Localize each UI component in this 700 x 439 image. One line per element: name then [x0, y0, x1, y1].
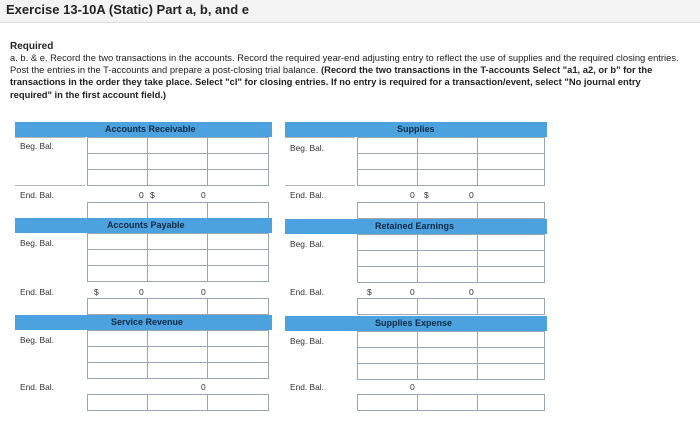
- debit-amount-input[interactable]: [147, 169, 209, 186]
- debit-input[interactable]: [87, 233, 149, 250]
- credit-input[interactable]: [477, 298, 545, 315]
- instructions-text: a. b. & e. Record the two transactions in the accounts. Record the required year-end adjusting entry to reflect the use of supplies and the required closing entries. Post the entries in the T-accounts and prepare a post-closing trial balance.: [10, 52, 679, 76]
- end-bal-label: End. Bal.: [20, 287, 54, 297]
- total-debit: 0: [410, 190, 415, 200]
- debit-amount-input[interactable]: [147, 330, 209, 347]
- credit-input[interactable]: [477, 266, 545, 283]
- end-bal-label: End. Bal.: [20, 382, 54, 392]
- credit-input[interactable]: [207, 346, 269, 363]
- account-title: Service Revenue: [111, 317, 184, 327]
- debit-input[interactable]: [87, 346, 149, 363]
- credit-input[interactable]: [207, 362, 269, 379]
- debit-amount-input[interactable]: [147, 346, 209, 363]
- credit-input[interactable]: [477, 153, 545, 170]
- debit-amount-input[interactable]: [417, 137, 479, 154]
- beg-bal-label: Beg. Bal.: [20, 141, 54, 151]
- debit-amount-input[interactable]: [147, 249, 209, 266]
- beg-bal-label: Beg. Bal.: [290, 336, 324, 346]
- debit-amount-input[interactable]: [147, 202, 209, 219]
- debit-input[interactable]: [87, 298, 149, 315]
- beg-bal-label: Beg. Bal.: [290, 143, 324, 153]
- debit-input[interactable]: [357, 137, 419, 154]
- debit-input[interactable]: [87, 137, 149, 154]
- end-bal-label: End. Bal.: [20, 190, 54, 200]
- account-header: [285, 316, 547, 331]
- debit-input[interactable]: [357, 234, 419, 251]
- instructions-bold: (Record the two transactions in the T-accounts Select "a1, a2, or b" for the transactions in the order they take place. Select "cl" for closing entries. If no entry is required for a transaction/event, select "No journal entry required" in the first account field.): [10, 64, 653, 100]
- debit-amount-input[interactable]: [417, 394, 479, 411]
- debit-input[interactable]: [357, 394, 419, 411]
- debit-input[interactable]: [87, 394, 149, 411]
- instructions: [10, 52, 680, 101]
- credit-input[interactable]: [477, 250, 545, 267]
- credit-input[interactable]: [477, 331, 545, 348]
- debit-input[interactable]: [87, 202, 149, 219]
- total-credit: 0: [469, 287, 474, 297]
- account-header: [15, 122, 272, 137]
- debit-amount-input[interactable]: [417, 266, 479, 283]
- total-credit: 0: [469, 190, 474, 200]
- account-header: [15, 218, 272, 233]
- account-title: Supplies Expense: [375, 318, 453, 328]
- beg-bal-label: Beg. Bal.: [20, 238, 54, 248]
- credit-input[interactable]: [207, 233, 269, 250]
- end-bal-label: End. Bal.: [290, 190, 324, 200]
- dollar-sign: $: [94, 287, 99, 297]
- debit-amount-input[interactable]: [417, 250, 479, 267]
- debit-amount-input[interactable]: [147, 298, 209, 315]
- debit-amount-input[interactable]: [417, 347, 479, 364]
- debit-input[interactable]: [357, 202, 419, 219]
- account-title: Accounts Receivable: [105, 124, 196, 134]
- credit-input[interactable]: [477, 137, 545, 154]
- credit-input[interactable]: [207, 265, 269, 282]
- credit-input[interactable]: [477, 394, 545, 411]
- debit-input[interactable]: [87, 362, 149, 379]
- row-divider: [285, 185, 355, 186]
- debit-input[interactable]: [357, 331, 419, 348]
- credit-input[interactable]: [477, 347, 545, 364]
- total-debit: 0: [139, 287, 144, 297]
- debit-input[interactable]: [357, 347, 419, 364]
- debit-input[interactable]: [87, 330, 149, 347]
- account-title: Retained Earnings: [375, 221, 455, 231]
- debit-input[interactable]: [87, 153, 149, 170]
- debit-input[interactable]: [87, 169, 149, 186]
- debit-amount-input[interactable]: [417, 331, 479, 348]
- account-header: [15, 315, 272, 330]
- row-divider: [15, 137, 85, 153]
- debit-input[interactable]: [357, 266, 419, 283]
- end-bal-label: End. Bal.: [290, 287, 324, 297]
- header-bar: [0, 0, 700, 23]
- total-debit: 0: [410, 287, 415, 297]
- required-label: Required: [10, 41, 54, 52]
- exercise-title: Exercise 13-10A (Static) Part a, b, and e: [6, 2, 250, 17]
- account-header: [285, 122, 547, 137]
- beg-bal-label: Beg. Bal.: [20, 335, 54, 345]
- debit-amount-input[interactable]: [147, 394, 209, 411]
- debit-input[interactable]: [87, 249, 149, 266]
- debit-amount-input[interactable]: [147, 153, 209, 170]
- account-header: [285, 219, 547, 234]
- debit-amount-input[interactable]: [147, 137, 209, 154]
- account-title: Accounts Payable: [107, 220, 185, 230]
- debit-amount-input[interactable]: [147, 265, 209, 282]
- account-title: Supplies: [397, 124, 435, 134]
- credit-input[interactable]: [207, 153, 269, 170]
- debit-amount-input[interactable]: [417, 234, 479, 251]
- credit-input[interactable]: [207, 137, 269, 154]
- credit-input[interactable]: [207, 298, 269, 315]
- debit-amount-input[interactable]: [147, 362, 209, 379]
- debit-amount-input[interactable]: [417, 153, 479, 170]
- debit-input[interactable]: [357, 250, 419, 267]
- credit-input[interactable]: [477, 202, 545, 219]
- credit-input[interactable]: [477, 169, 545, 186]
- dollar-sign: $: [424, 190, 429, 200]
- debit-input[interactable]: [357, 298, 419, 315]
- row-divider: [285, 137, 355, 138]
- credit-input[interactable]: [207, 330, 269, 347]
- debit-input[interactable]: [357, 153, 419, 170]
- debit-amount-input[interactable]: [417, 363, 479, 380]
- dollar-sign: $: [367, 287, 372, 297]
- debit-amount-input[interactable]: [417, 202, 479, 219]
- credit-input[interactable]: [477, 363, 545, 380]
- credit-input[interactable]: [207, 202, 269, 219]
- debit-amount-input[interactable]: [417, 169, 479, 186]
- total-credit: 0: [201, 382, 206, 392]
- dollar-sign: $: [150, 190, 155, 200]
- end-bal-label: End. Bal.: [290, 382, 324, 392]
- total-credit: 0: [201, 190, 206, 200]
- debit-input[interactable]: [87, 265, 149, 282]
- credit-input[interactable]: [207, 394, 269, 411]
- credit-input[interactable]: [207, 169, 269, 186]
- debit-amount-input[interactable]: [147, 233, 209, 250]
- credit-input[interactable]: [207, 249, 269, 266]
- debit-amount-input[interactable]: [417, 298, 479, 315]
- debit-input[interactable]: [357, 169, 419, 186]
- total-credit: 0: [201, 287, 206, 297]
- beg-bal-label: Beg. Bal.: [290, 239, 324, 249]
- total-debit: 0: [410, 382, 415, 392]
- debit-input[interactable]: [357, 363, 419, 380]
- row-divider: [15, 185, 85, 186]
- total-debit: 0: [139, 190, 144, 200]
- credit-input[interactable]: [477, 234, 545, 251]
